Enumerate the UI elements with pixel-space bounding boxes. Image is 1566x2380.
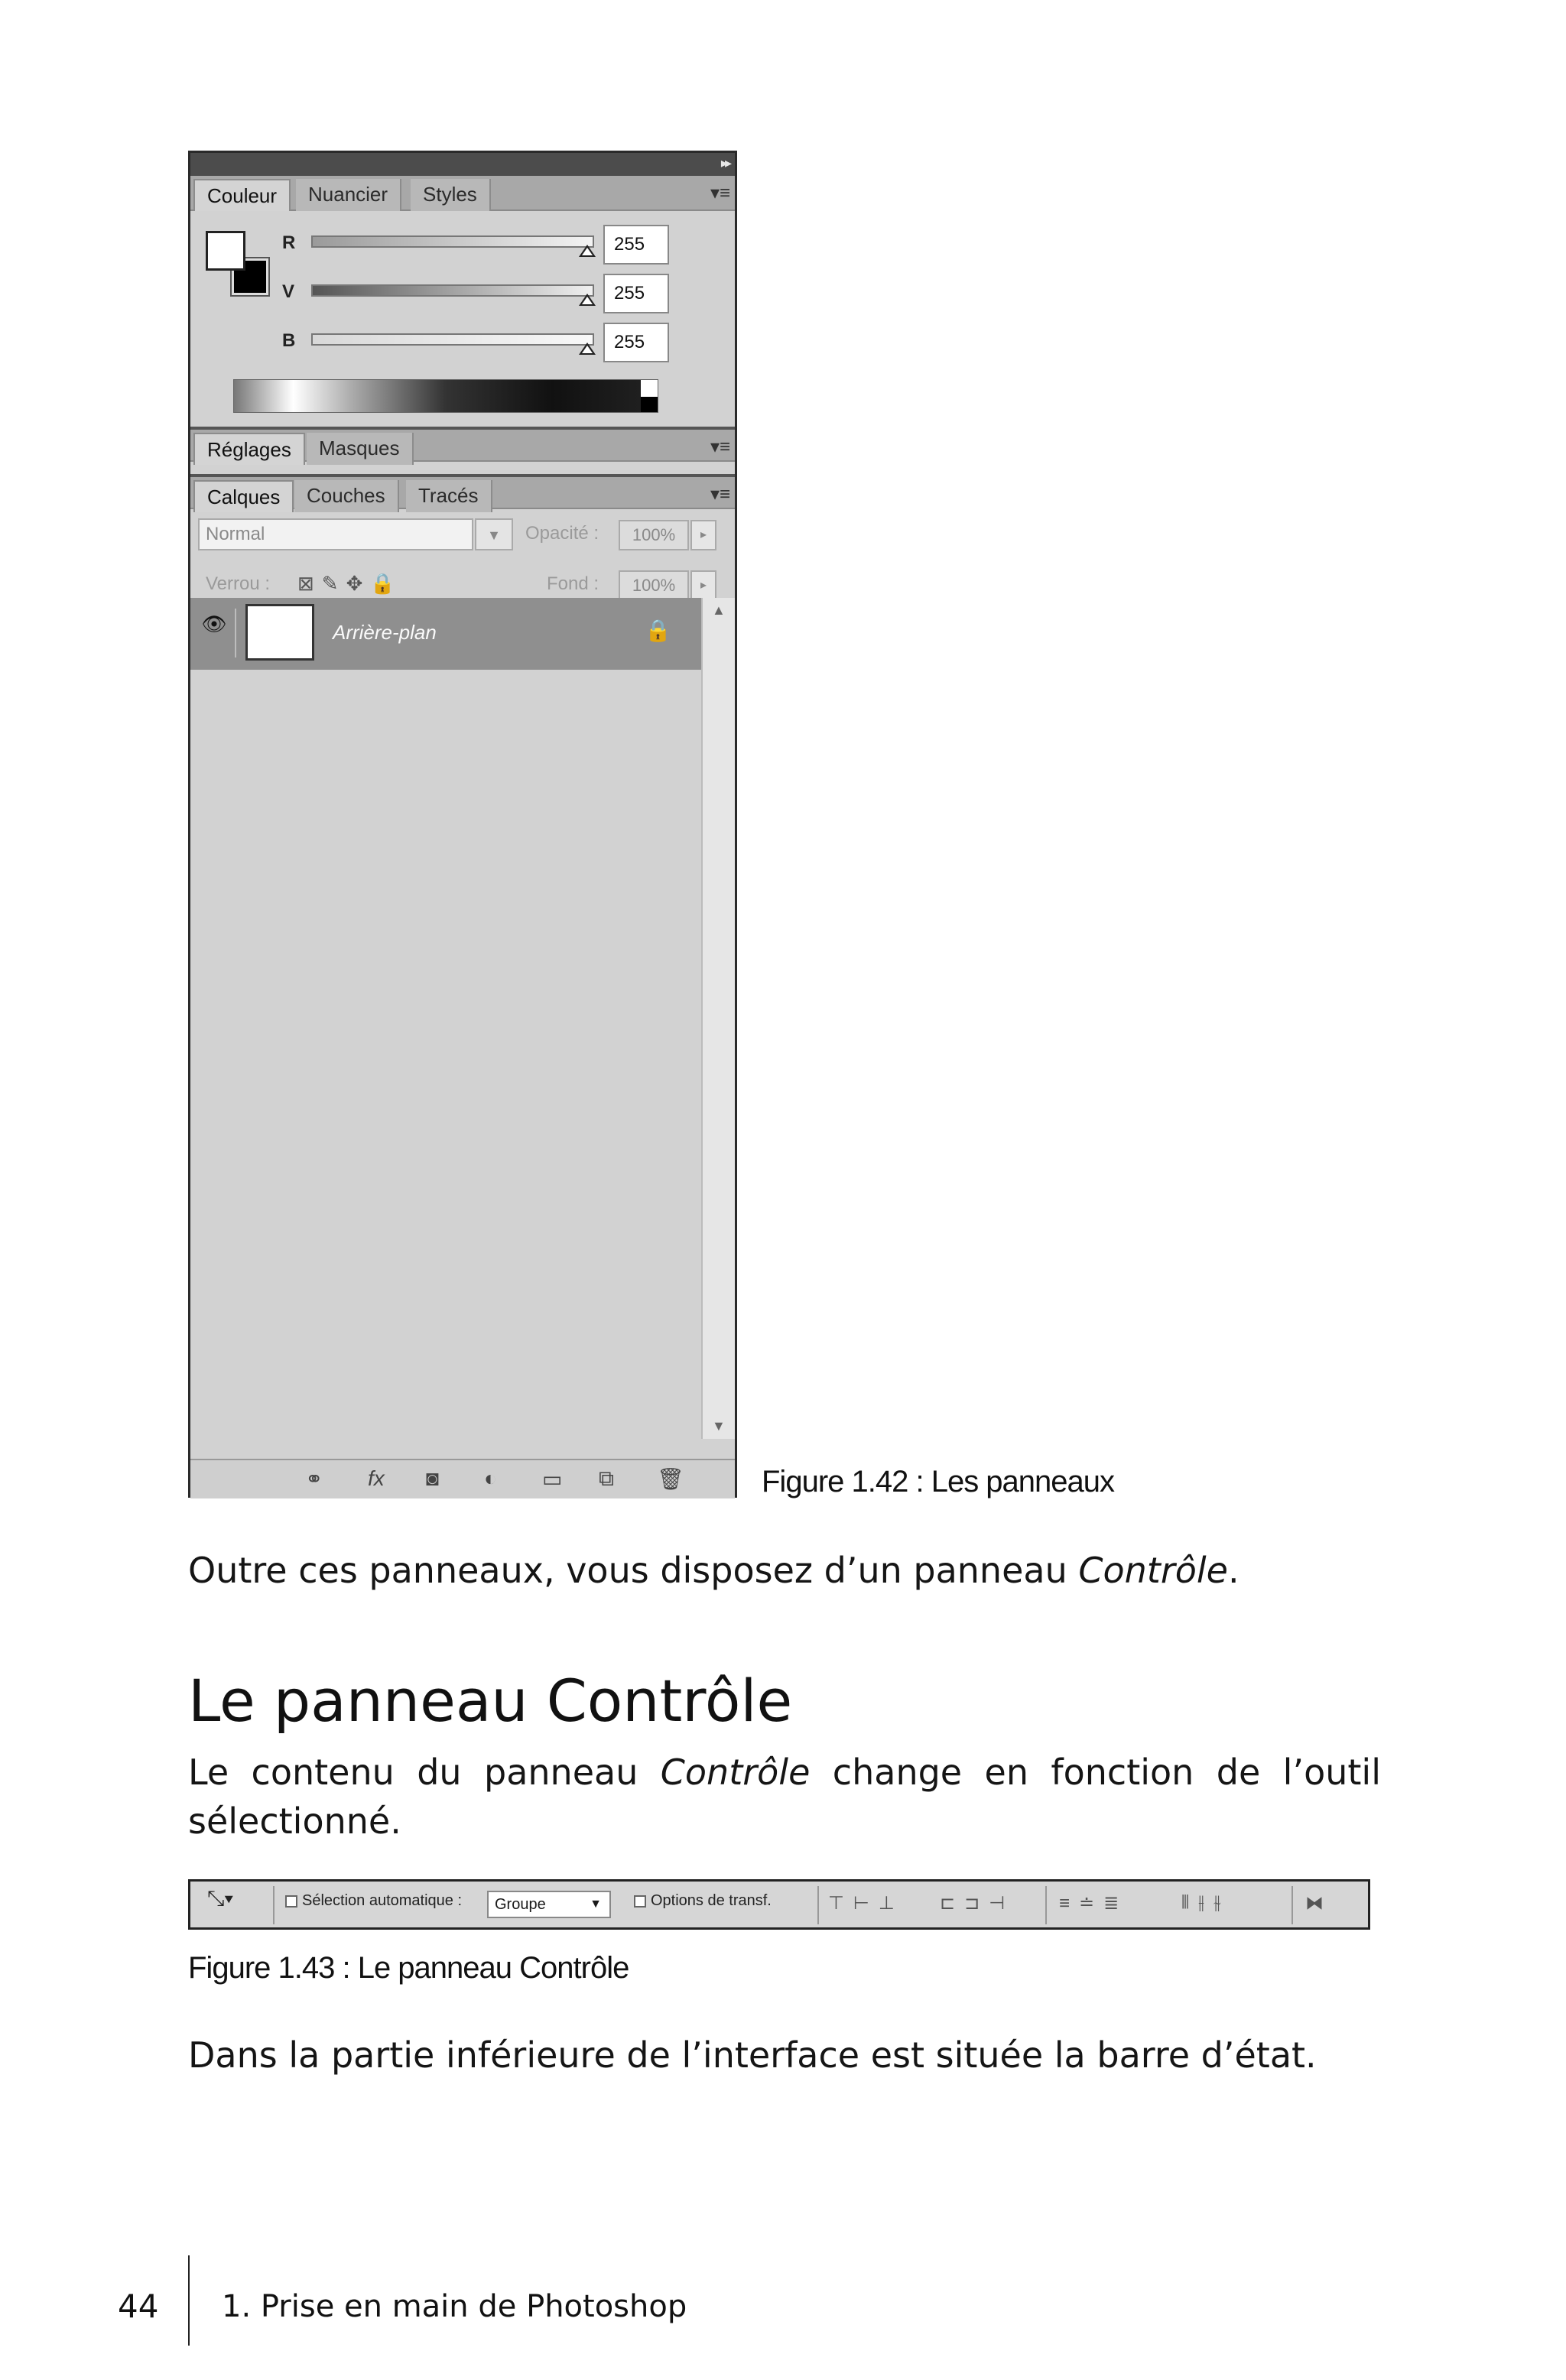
align-icons[interactable]: ⊏⊐⊣: [940, 1893, 1015, 1914]
separator: [273, 1886, 275, 1924]
caption-number: Figure 1.43 :: [188, 1951, 350, 1985]
channel-label-r: R: [282, 232, 296, 253]
fill-arrow-icon[interactable]: ▸: [690, 570, 716, 601]
trash-icon[interactable]: 🗑: [657, 1467, 684, 1491]
move-tool-icon[interactable]: ⤡▾: [207, 1886, 234, 1910]
slider-v[interactable]: [311, 284, 594, 297]
caption-number: Figure 1.42 :: [762, 1465, 924, 1498]
white-swatch[interactable]: [641, 380, 658, 397]
layer-row[interactable]: [190, 598, 701, 670]
opacity-field[interactable]: 100%: [619, 520, 689, 550]
separator: [817, 1886, 819, 1924]
distribute-icons[interactable]: ⫴⫲⫳: [1181, 1892, 1230, 1913]
slider-thumb[interactable]: [579, 343, 596, 355]
color-panel-tabbar: [190, 176, 735, 211]
control-panel-figure: [188, 1879, 1370, 1930]
channel-label-v: V: [282, 281, 295, 302]
align-icons[interactable]: ⊤⊢⊥: [828, 1893, 904, 1914]
tab-nuancier[interactable]: Nuancier: [296, 179, 401, 211]
paragraph-2-italic: Contrôle: [660, 1752, 811, 1793]
layer-name: Arrière-plan: [333, 621, 437, 644]
slider-thumb[interactable]: [579, 294, 596, 306]
tab-couleur[interactable]: Couleur: [193, 179, 291, 211]
footer-divider: [188, 2255, 190, 2346]
paragraph-1-italic: Contrôle: [1078, 1550, 1228, 1591]
scroll-down-icon[interactable]: ▼: [712, 1418, 726, 1434]
slider-b[interactable]: [311, 333, 594, 346]
chevron-down-icon: ▼: [590, 1898, 602, 1911]
slider-r[interactable]: [311, 235, 594, 248]
paragraph-2-text-end: change en fonction de l’outil: [810, 1752, 1381, 1793]
page-number: 44: [118, 2287, 159, 2325]
tab-styles[interactable]: Styles: [411, 179, 491, 211]
separator: [1045, 1886, 1047, 1924]
layer-thumbnail: [245, 604, 314, 661]
figure-caption-1-43: [188, 1951, 629, 1985]
lock-options-icons[interactable]: ⊠✎✥🔒: [297, 572, 403, 595]
section-heading: Le panneau Contrôle: [188, 1667, 793, 1735]
fx-icon[interactable]: fx: [368, 1466, 385, 1490]
layers-panel-tabbar: [190, 474, 735, 509]
layers-scrollbar[interactable]: [701, 598, 735, 1439]
double-arrow-icon[interactable]: ▸▸: [720, 155, 729, 170]
adjust-panel-tabbar: [190, 427, 735, 462]
panel-dock-topbar: [190, 153, 735, 176]
group-select[interactable]: [487, 1891, 611, 1918]
auto-select-label: Sélection automatique :: [302, 1892, 463, 1909]
adjustment-icon[interactable]: ◐: [484, 1466, 497, 1490]
checkbox-icon[interactable]: [634, 1895, 646, 1908]
panel-menu-icon[interactable]: ▾≡: [710, 183, 730, 203]
separator: [1291, 1886, 1293, 1924]
photoshop-panels-figure: [188, 151, 737, 1498]
folder-icon[interactable]: ▭: [542, 1467, 563, 1491]
blend-mode-select[interactable]: Normal: [198, 518, 473, 550]
caption-text: Le panneau Contrôle: [357, 1951, 629, 1985]
paragraph-2-text: Le contenu du panneau: [188, 1752, 661, 1793]
link-icon[interactable]: ⚭: [305, 1467, 323, 1491]
paragraph-1-end: .: [1227, 1550, 1239, 1591]
lock-icon: 🔒: [645, 619, 671, 642]
layers-bottom-toolbar: [190, 1459, 735, 1498]
paragraph-1-text: Outre ces panneaux, vous disposez d’un panneau: [188, 1550, 1079, 1591]
paragraph-1: [188, 1546, 1239, 1595]
checkbox-icon[interactable]: [285, 1895, 297, 1908]
value-field-r[interactable]: 255: [603, 225, 669, 265]
tab-calques[interactable]: Calques: [193, 480, 294, 512]
figure-caption-1-42: [762, 1465, 1114, 1499]
lock-label: Verrou :: [206, 573, 271, 594]
new-layer-icon[interactable]: ⧉: [599, 1466, 614, 1490]
panel-menu-icon[interactable]: ▾≡: [710, 437, 730, 457]
opacity-label: Opacité :: [525, 523, 599, 544]
tab-traces[interactable]: Tracés: [406, 480, 492, 512]
group-value: Groupe: [495, 1896, 546, 1913]
caption-text: Les panneaux: [931, 1465, 1115, 1498]
panel-menu-icon[interactable]: ▾≡: [710, 484, 730, 505]
opacity-arrow-icon[interactable]: ▸: [690, 520, 716, 550]
transform-label: Options de transf.: [651, 1892, 772, 1909]
layers-panel-body: [190, 512, 735, 1498]
distribute-icons[interactable]: ≡≐≣: [1059, 1893, 1129, 1914]
slider-thumb[interactable]: [579, 245, 596, 257]
tab-masques[interactable]: Masques: [307, 433, 414, 465]
fill-field[interactable]: 100%: [619, 570, 689, 601]
paragraph-2-line-2: sélectionné.: [188, 1800, 401, 1842]
tab-couches[interactable]: Couches: [294, 480, 399, 512]
paragraph-2-line-1: [188, 1748, 1381, 1797]
auto-align-icon[interactable]: ⧓: [1305, 1893, 1333, 1914]
scroll-up-icon[interactable]: ▲: [712, 602, 726, 618]
chapter-title: 1. Prise en main de Photoshop: [222, 2289, 687, 2324]
channel-label-b: B: [282, 330, 296, 351]
foreground-color-swatch[interactable]: [206, 231, 245, 271]
value-field-v[interactable]: 255: [603, 274, 669, 313]
paragraph-3: Dans la partie inférieure de l’interface est située la barre d’état.: [188, 2034, 1317, 2076]
mask-icon[interactable]: ◙: [426, 1466, 439, 1490]
fill-label: Fond :: [547, 573, 599, 594]
tab-reglages[interactable]: Réglages: [193, 433, 305, 465]
auto-select-option[interactable]: [285, 1892, 462, 1910]
eye-icon[interactable]: 👁: [193, 609, 236, 658]
transform-options[interactable]: [634, 1892, 772, 1910]
chevron-down-icon[interactable]: ▼: [475, 518, 513, 550]
value-field-b[interactable]: 255: [603, 323, 669, 362]
black-swatch[interactable]: [641, 397, 658, 412]
color-spectrum-bar[interactable]: [233, 379, 658, 413]
